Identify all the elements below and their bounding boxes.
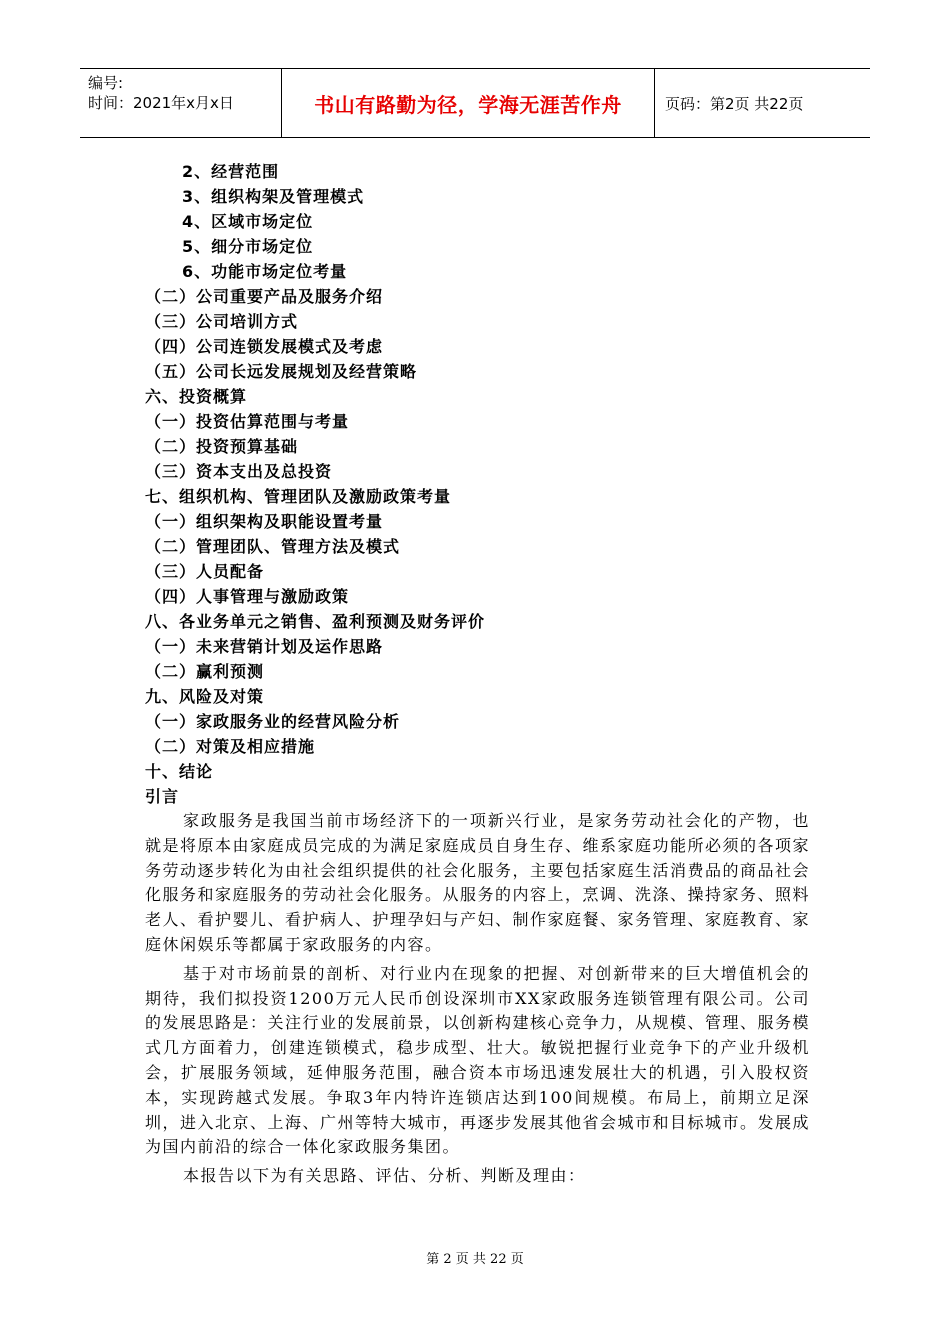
toc-line: （二）管理团队、管理方法及模式: [145, 537, 401, 556]
toc-line: （二）对策及相应措施: [145, 737, 316, 756]
document-number-label: 编号:: [88, 74, 124, 92]
toc-line: （四）人事管理与激励政策: [145, 587, 350, 606]
toc-line: （二）公司重要产品及服务介绍: [145, 287, 384, 306]
toc-line: （三）公司培训方式: [145, 312, 299, 331]
toc-line: （一）投资估算范围与考量: [145, 412, 350, 431]
header-page-info: 页码：第2页 共22页: [665, 94, 804, 113]
toc-line: 八、各业务单元之销售、盈利预测及财务评价: [145, 612, 486, 631]
toc-line: （二）投资预算基础: [145, 437, 299, 456]
document-body: [145, 159, 810, 1193]
toc-line: 九、风险及对策: [145, 687, 265, 706]
header-motto: 书山有路勤为径，学海无涯苦作舟: [282, 69, 655, 137]
toc-line: 4、区域市场定位: [182, 212, 314, 231]
toc-line: 3、组织构架及管理模式: [182, 187, 365, 206]
toc-line: （二）赢利预测: [145, 662, 265, 681]
toc-line: 七、组织机构、管理团队及激励政策考量: [145, 487, 452, 506]
body-paragraph: 本报告以下为有关思路、评估、分析、判断及理由：: [183, 1166, 586, 1186]
toc-line: （三）人员配备: [145, 562, 265, 581]
toc-line: 十、结论: [145, 762, 214, 781]
table-of-contents: [145, 159, 810, 809]
header-meta: [80, 69, 282, 137]
toc-line: （三）资本支出及总投资: [145, 462, 333, 481]
page-footer: 第 2 页 共 22 页: [426, 1252, 524, 1267]
toc-line: （一）组织架构及职能设置考量: [145, 512, 384, 531]
document-time: 时间：2021年x月x日: [88, 94, 234, 112]
page-header: [80, 68, 870, 138]
body-paragraph: 家政服务是我国当前市场经济下的一项新兴行业，是家务劳动社会化的产物，也就是将原本由家庭成员完成的为满足家庭成员自身生存、维系家庭功能所必须的各项家务劳动逐步转化为由社会组织提供的社会化服务，主要包括家庭生活消费品的商品社会化服务和家庭服务的劳动社会化服务。从服务的内容上，烹调、洗涤、操持家务、照料老人、看护婴儿、看护病人、护理孕妇与产妇、制作家庭餐、家务管理、家庭教育、家庭休闲娱乐等都属于家政服务的内容。: [145, 811, 811, 954]
toc-line: （四）公司连锁发展模式及考虑: [145, 337, 384, 356]
toc-line: 六、投资概算: [145, 387, 248, 406]
body-paragraph: 基于对市场前景的剖析、对行业内在现象的把握、对创新带来的巨大增值机会的期待，我们拟投资1200万元人民币创设深圳市XX家政服务连锁管理有限公司。公司的发展思路是：关注行业的发展前景，以创新构建核心竞争力，从规模、管理、服务模式几方面着力，创建连锁模式，稳步成型、壮大。敏锐把握行业竞争下的产业升级机会，扩展服务领域，延伸服务范围，融合资本市场迅速发展壮大的机遇，引入股权资本，实现跨越式发展。争取3年内特许连锁店达到100间规模。布局上，前期立足深圳，进入北京、上海、广州等特大城市，再逐步发展其他省会城市和目标城市。发展成为国内前沿的综合一体化家政服务集团。: [145, 963, 811, 1157]
toc-line: 引言: [145, 787, 180, 806]
toc-line: 2、经营范围: [182, 162, 280, 181]
introduction-text: [145, 809, 810, 1189]
toc-line: （一）未来营销计划及运作思路: [145, 637, 384, 656]
toc-line: 6、功能市场定位考量: [182, 262, 348, 281]
toc-line: 5、细分市场定位: [182, 237, 314, 256]
toc-line: （五）公司长远发展规划及经营策略: [145, 362, 418, 381]
toc-line: （一）家政服务业的经营风险分析: [145, 712, 401, 731]
